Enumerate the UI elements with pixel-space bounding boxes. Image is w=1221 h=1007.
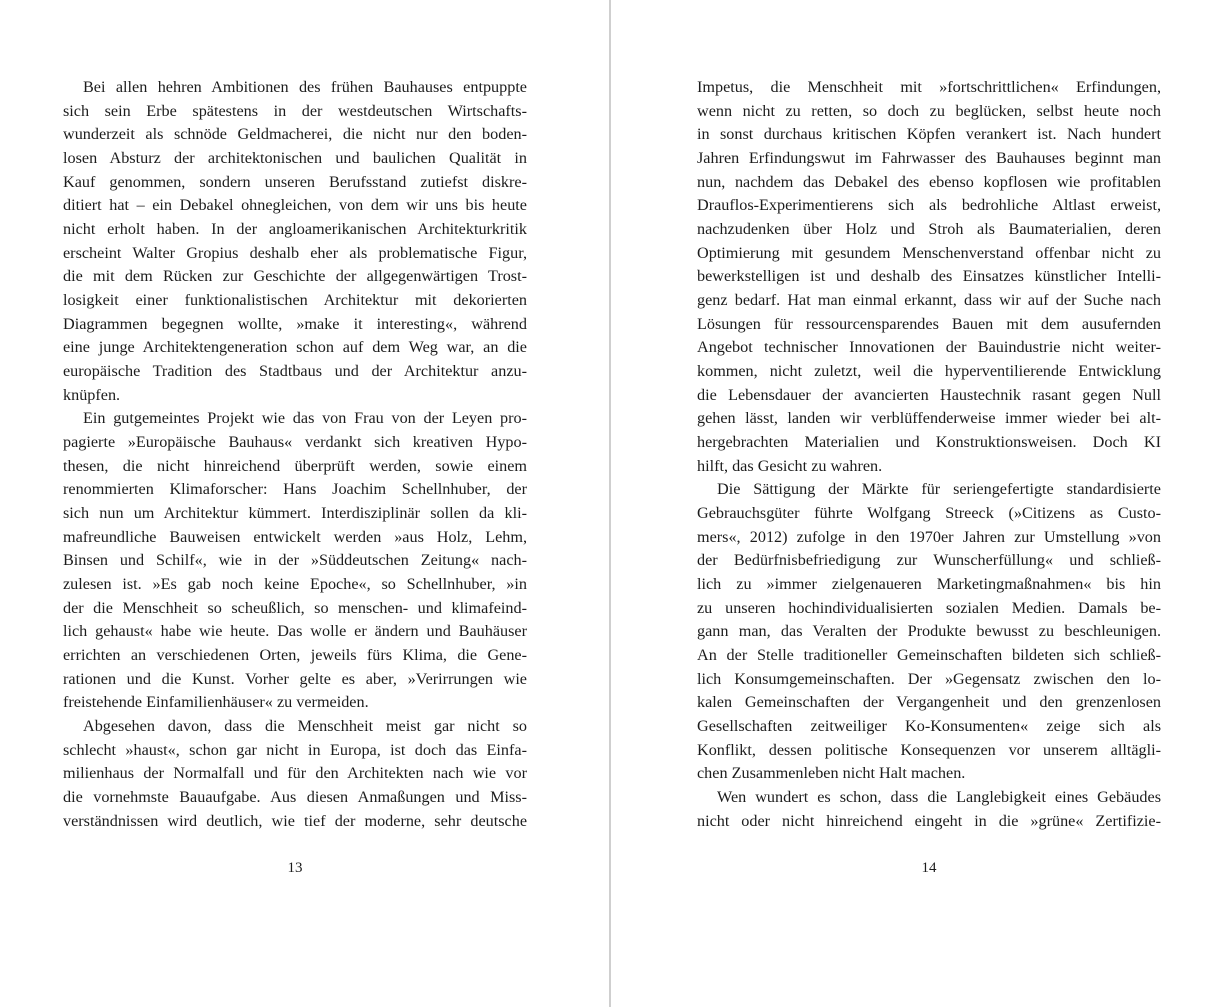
paragraph [697,76,1161,478]
text-line: Drauflos-Experimentierens sich als bedrohliche Altlast erweist, [697,196,1161,215]
text-line: losigkeit einer funktionalistischen Architektur mit dekorierten [63,291,527,310]
text-line: Die Sättigung der Märkte für seriengefertigte standardisierte [717,480,1161,499]
text-line: schlecht »haust«, schon gar nicht in Europa, ist doch das Einfa- [63,740,527,759]
text-line: renommierten Klimaforscher: Hans Joachim Schellnhuber, der [63,480,527,499]
text-line: Gebrauchsgüter führte Wolfgang Streeck (»Citizens as Custo- [697,504,1161,523]
text-line: kommen, nicht zuletzt, weil die hyperventilierende Entwicklung [697,362,1161,381]
text-line: Kauf genommen, sondern unseren Berufsstand zutiefst diskre- [63,172,527,191]
text-line: hergebrachten Materialien und Konstruktionsweisen. Doch KI [697,433,1161,452]
text-line: zu unseren hochindividualisierten sozialen Medien. Damals be- [697,598,1161,617]
page-number-right: 14 [921,860,937,876]
text-line: europäische Tradition des Stadtbaus und der Architektur anzu- [63,362,527,381]
text-line: der die Menschheit so scheußlich, so menschen- und klimafeind- [63,598,527,617]
text-line: hilft, das Gesicht zu wahren. [697,456,883,475]
text-line: kalen Gemeinschaften der Vergangenheit und den grenzenlosen [697,693,1161,712]
text-line: Lösungen für ressourcensparendes Bauen mit dem ausufernden [697,314,1161,333]
text-line: lich gehaust« habe wie heute. Das wolle er ändern und Bauhäuser [63,622,527,641]
text-line: genz bedarf. Hat man einmal erkannt, dass wir auf der Suche nach [697,291,1161,310]
text-line: Optimierung mit gesundem Menschenverstand offenbar nicht zu [697,243,1161,262]
text-line: Ein gutgemeintes Projekt wie das von Frau von der Leyen pro- [83,409,527,428]
text-line: Angebot technischer Innovationen der Bauindustrie nicht weiter- [697,338,1161,357]
text-line: die Lebensdauer der avancierten Haustechnik rasant gegen Null [697,385,1161,404]
text-line: losen Absturz der architektonischen und baulichen Qualität in [63,149,527,168]
text-line: lich Konsumgemeinschaften. Der »Gegensatz zwischen den lo- [697,669,1161,688]
text-line: gehen lässt, landen wir verblüffenderweise immer wieder bei alt- [697,409,1161,428]
text-line: Abgesehen davon, dass die Menschheit meist gar nicht so [83,717,527,736]
text-line: nicht oder nicht hinreichend eingeht in die »grüne« Zertifizie- [697,811,1161,830]
text-line: rationen und die Kunst. Vorher gelte es aber, »Verirrungen wie [63,669,527,688]
paragraph [63,76,527,407]
right-page-text [697,76,1161,834]
text-line: errichten an verschiedenen Orten, jeweils fürs Klima, die Gene- [63,646,527,665]
text-line: in sonst durchaus kritischen Köpfen verankert ist. Nach hundert [697,125,1161,144]
text-line: knüpfen. [63,385,121,404]
text-line: verständnissen wird deutlich, wie tief der moderne, sehr deutsche [63,811,527,830]
text-line: milienhaus der Normalfall und für den Architekten nach wie vor [63,764,527,783]
text-line: mafreundliche Bauweisen entwickelt werden »aus Holz, Lehm, [63,527,527,546]
text-line: Gesellschaften zeitweiliger Ko-Konsumenten« zeige sich als [697,717,1161,736]
text-line: thesen, die nicht hinreichend überprüft werden, sowie einem [63,456,527,475]
text-line: chen Zusammenleben nicht Halt machen. [697,764,966,783]
text-line: wunderzeit als schnöde Geldmacherei, die nicht nur den boden- [63,125,527,144]
text-line: ditiert hat – ein Debakel ohnegleichen, von dem wir uns bis heute [63,196,527,215]
text-line: nachzudenken über Holz und Stroh als Baumaterialien, deren [697,220,1161,239]
text-line: erscheint Walter Gropius deshalb eher als problematische Figur, [63,243,527,262]
left-page-text [63,76,527,834]
text-line: Binsen und Schilf«, wie in der »Süddeutschen Zeitung« nach- [63,551,527,570]
text-line: Jahren Erfindungswut im Fahrwasser des Bauhauses beginnt man [697,149,1161,168]
text-line: sich sein Erbe spätestens in der westdeutschen Wirtschafts- [63,101,527,120]
text-line: Diagrammen begegnen wollte, »make it interesting«, während [63,314,527,333]
paragraph [697,478,1161,786]
text-line: bewerkstelligen ist und deshalb des Einsatzes künstlicher Intelli- [697,267,1161,286]
text-line: die vornehmste Bauaufgabe. Aus diesen Anmaßungen und Miss- [63,788,527,807]
text-line: nicht erholt haben. In der angloamerikanischen Architekturkritik [63,220,527,239]
text-line: lich zu »immer zielgenaueren Marketingmaßnahmen« bis hin [697,575,1161,594]
text-line: wenn nicht zu retten, so doch zu beglücken, selbst heute noch [697,101,1161,120]
text-line: Impetus, die Menschheit mit »fortschrittlichen« Erfindungen, [697,78,1161,96]
text-line: Konflikt, dessen politische Konsequenzen vor unserem alltägli- [697,740,1161,759]
text-line: pagierte »Europäische Bauhaus« verdankt sich kreativen Hypo- [63,433,527,452]
text-line: eine junge Architektengeneration schon auf dem Weg war, an die [63,338,527,357]
text-line: mers«, 2012) zufolge in den 1970er Jahren zur Umstellung »von [697,527,1161,546]
text-line: sich nun um Architektur kümmert. Interdisziplinär sollen da kli- [63,504,527,523]
text-line: Bei allen hehren Ambitionen des frühen Bauhauses entpuppte [83,78,527,96]
text-line: An der Stelle traditioneller Gemeinschaften bildeten sich schließ- [697,646,1161,665]
book-gutter-divider [609,0,611,1007]
paragraph [697,786,1161,833]
text-line: gann man, das Veralten der Produkte bewusst zu beschleunigen. [697,622,1161,641]
text-line: nun, nachdem das Debakel des ebenso kopflosen wie profitablen [697,172,1161,191]
text-line: freistehende Einfamilienhäuser« zu vermeiden. [63,693,369,712]
text-line: der Bedürfnisbefriedigung zur Wunscherfüllung« und schließ- [697,551,1161,570]
text-line: Wen wundert es schon, dass die Langlebigkeit eines Gebäudes [717,788,1161,807]
paragraph [63,407,527,715]
text-line: zulesen ist. »Es gab noch keine Epoche«, so Schellnhuber, »in [63,575,527,594]
paragraph [63,715,527,833]
text-line: die mit dem Rücken zur Geschichte der allgegenwärtigen Trost- [63,267,527,286]
page-number-left: 13 [287,860,303,876]
